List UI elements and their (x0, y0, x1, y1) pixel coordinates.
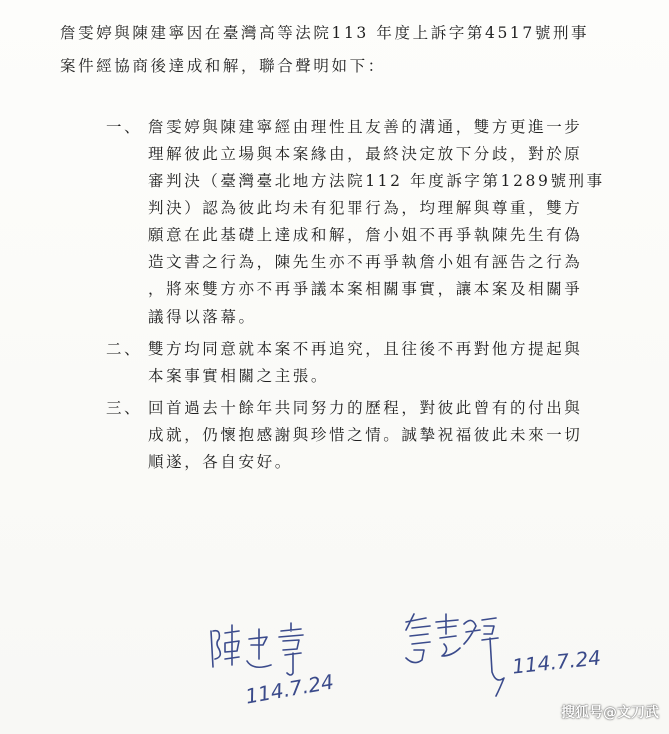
item-3-line-1: 回首過去十餘年共同努力的歷程，對彼此曾有的付出與 (148, 399, 583, 417)
item-3-line-2: 成就，仍懷抱感謝與珍惜之情。誠摯祝福彼此未來一切 (148, 426, 583, 444)
intro-line-2: 案件經協商後達成和解，聯合聲明如下： (60, 57, 386, 75)
signature-2 (400, 608, 605, 708)
item-1-line-7: ，將來雙方亦不再爭議本案相關事實，讓本案及相關爭 (148, 280, 583, 298)
item-2-line-1: 雙方均同意就本案不再追究，且往後不再對他方提起與 (148, 340, 583, 358)
item-1-line-2: 理解彼此立場與本案緣由，最終決定放下分歧，對於原 (148, 145, 583, 163)
signature-1-date: 114.7.24 (243, 669, 336, 709)
intro-line-1: 詹雯婷與陳建寧因在臺灣高等法院113 年度上訴字第4517號刑事 (60, 24, 590, 42)
signature-1 (205, 615, 345, 710)
item-2-line-2: 本案事實相關之主張。 (148, 367, 330, 385)
item-3-line-3: 順遂，各自安好。 (148, 453, 293, 471)
item-1-line-1: 詹雯婷與陳建寧經由理性且友善的溝通，雙方更進一步 (148, 118, 583, 136)
item-1-line-4: 判決）認為彼此均未有犯罪行為，均理解與尊重，雙方 (148, 199, 583, 217)
item-1-marker: 一、 (106, 118, 143, 136)
item-2-marker: 二、 (106, 340, 143, 358)
item-1-line-8: 議得以落幕。 (148, 308, 257, 326)
item-1-line-5: 願意在此基礎上達成和解，詹小姐不再爭執陳先生有偽 (148, 226, 583, 244)
item-1-line-3: 審判決（臺灣臺北地方法院112 年度訴字第1289號刑事 (148, 172, 605, 190)
watermark-text: 搜狐号@文刀武 (561, 705, 659, 721)
item-1-line-6: 造文書之行為，陳先生亦不再爭執詹小姐有誣告之行為 (148, 253, 583, 271)
signature-2-date: 114.7.24 (510, 645, 603, 679)
item-3-marker: 三、 (106, 399, 143, 417)
